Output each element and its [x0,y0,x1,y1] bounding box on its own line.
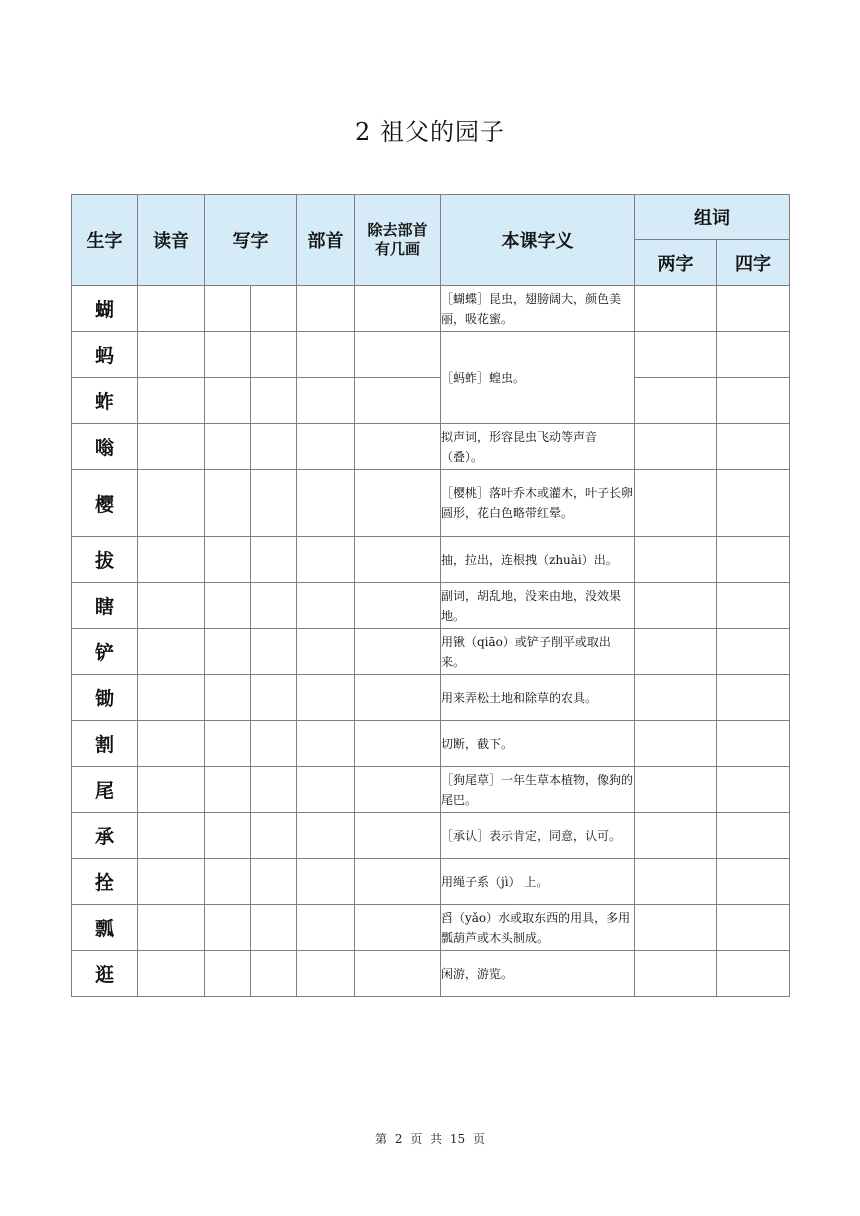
pinyin-cell[interactable] [138,286,205,332]
two-char-word-cell[interactable] [635,951,717,997]
radical-cell[interactable] [297,286,355,332]
header-strokes: 除去部首有几画 [355,195,441,286]
two-char-word-cell[interactable] [635,905,717,951]
strokes-cell[interactable] [355,675,441,721]
write-cell[interactable] [205,537,251,583]
strokes-cell[interactable] [355,813,441,859]
two-char-word-cell[interactable] [635,813,717,859]
radical-cell[interactable] [297,424,355,470]
page-footer: 第 2 页 共 15 页 [375,1132,485,1146]
write-cell[interactable] [251,905,297,951]
radical-cell[interactable] [297,721,355,767]
write-cell[interactable] [251,629,297,675]
four-char-word-cell[interactable] [717,859,790,905]
four-char-word-cell[interactable] [717,286,790,332]
radical-cell[interactable] [297,332,355,378]
character-cell: 拴 [72,859,138,905]
two-char-word-cell[interactable] [635,859,717,905]
pinyin-cell[interactable] [138,675,205,721]
write-cell[interactable] [205,721,251,767]
table-row [72,951,790,997]
write-cell[interactable] [205,859,251,905]
strokes-cell[interactable] [355,424,441,470]
meaning-cell: 副词，胡乱地，没来由地，没效果地。 [441,583,635,629]
four-char-word-cell[interactable] [717,767,790,813]
strokes-cell[interactable] [355,859,441,905]
strokes-cell[interactable] [355,286,441,332]
write-cell[interactable] [205,424,251,470]
character-table [71,194,790,997]
write-cell[interactable] [205,583,251,629]
two-char-word-cell[interactable] [635,721,717,767]
table-row [72,332,790,378]
character-cell: 蚱 [72,378,138,424]
strokes-cell[interactable] [355,332,441,378]
pinyin-cell[interactable] [138,721,205,767]
table-row [72,767,790,813]
pinyin-cell[interactable] [138,951,205,997]
header-meaning: 本课字义 [441,195,635,286]
table-row [72,537,790,583]
write-cell[interactable] [251,424,297,470]
write-cell[interactable] [205,286,251,332]
radical-cell[interactable] [297,813,355,859]
two-char-word-cell[interactable] [635,470,717,537]
character-cell: 拔 [72,537,138,583]
four-char-word-cell[interactable] [717,537,790,583]
two-char-word-cell[interactable] [635,332,717,378]
four-char-word-cell[interactable] [717,629,790,675]
meaning-cell: 闲游，游览。 [441,951,635,997]
write-cell[interactable] [251,721,297,767]
write-cell[interactable] [251,813,297,859]
table-row [72,583,790,629]
write-cell[interactable] [205,813,251,859]
table-row [72,859,790,905]
meaning-cell: ［蚂蚱］蝗虫。 [441,332,635,424]
write-cell[interactable] [251,583,297,629]
radical-cell[interactable] [297,675,355,721]
write-cell[interactable] [205,332,251,378]
strokes-cell[interactable] [355,951,441,997]
character-cell: 锄 [72,675,138,721]
pinyin-cell[interactable] [138,905,205,951]
header-radical: 部首 [297,195,355,286]
write-cell[interactable] [251,286,297,332]
meaning-cell: ［蝴蝶］昆虫，翅膀阔大，颜色美丽，吸花蜜。 [441,286,635,332]
four-char-word-cell[interactable] [717,583,790,629]
radical-cell[interactable] [297,537,355,583]
strokes-cell[interactable] [355,378,441,424]
meaning-cell: ［承认］表示肯定，同意，认可。 [441,813,635,859]
table-row [72,721,790,767]
pinyin-cell[interactable] [138,537,205,583]
write-cell[interactable] [251,859,297,905]
header-two-char: 两字 [635,240,717,286]
pinyin-cell[interactable] [138,813,205,859]
meaning-cell: 用绳子系（jì） 上。 [441,859,635,905]
header-pinyin: 读音 [138,195,205,286]
four-char-word-cell[interactable] [717,905,790,951]
character-cell: 瓢 [72,905,138,951]
write-cell[interactable] [251,675,297,721]
four-char-word-cell[interactable] [717,721,790,767]
strokes-cell[interactable] [355,767,441,813]
pinyin-cell[interactable] [138,378,205,424]
header-write: 写字 [205,195,297,286]
write-cell[interactable] [251,332,297,378]
four-char-word-cell[interactable] [717,470,790,537]
meaning-cell: 拟声词，形容昆虫飞动等声音（叠）。 [441,424,635,470]
write-cell[interactable] [205,378,251,424]
four-char-word-cell[interactable] [717,332,790,378]
character-cell: 承 [72,813,138,859]
radical-cell[interactable] [297,951,355,997]
strokes-cell[interactable] [355,905,441,951]
two-char-word-cell[interactable] [635,629,717,675]
four-char-word-cell[interactable] [717,813,790,859]
strokes-cell[interactable] [355,583,441,629]
write-cell[interactable] [251,470,297,537]
strokes-cell[interactable] [355,470,441,537]
radical-cell[interactable] [297,378,355,424]
two-char-word-cell[interactable] [635,378,717,424]
meaning-cell: 用锹（qiāo）或铲子削平或取出来。 [441,629,635,675]
radical-cell[interactable] [297,905,355,951]
two-char-word-cell[interactable] [635,675,717,721]
two-char-word-cell[interactable] [635,286,717,332]
write-cell[interactable] [251,537,297,583]
pinyin-cell[interactable] [138,470,205,537]
write-cell[interactable] [205,629,251,675]
write-cell[interactable] [205,675,251,721]
radical-cell[interactable] [297,583,355,629]
table-row [72,675,790,721]
table-row [72,905,790,951]
two-char-word-cell[interactable] [635,537,717,583]
four-char-word-cell[interactable] [717,378,790,424]
character-cell: 蚂 [72,332,138,378]
meaning-cell: 抽，拉出，连根拽（zhuài）出。 [441,537,635,583]
radical-cell[interactable] [297,629,355,675]
table-row [72,286,790,332]
two-char-word-cell[interactable] [635,424,717,470]
pinyin-cell[interactable] [138,629,205,675]
page-title: 2 祖父的园子 [355,118,505,146]
table-row [72,378,790,424]
table-row [72,470,790,537]
character-cell: 瞎 [72,583,138,629]
write-cell[interactable] [205,951,251,997]
write-cell[interactable] [251,378,297,424]
meaning-cell: 切断，截下。 [441,721,635,767]
pinyin-cell[interactable] [138,332,205,378]
pinyin-cell[interactable] [138,767,205,813]
meaning-cell: ［狗尾草］一年生草本植物，像狗的尾巴。 [441,767,635,813]
table-row [72,813,790,859]
pinyin-cell[interactable] [138,859,205,905]
character-cell: 割 [72,721,138,767]
two-char-word-cell[interactable] [635,767,717,813]
radical-cell[interactable] [297,767,355,813]
write-cell[interactable] [205,905,251,951]
write-cell[interactable] [251,951,297,997]
write-cell[interactable] [205,767,251,813]
meaning-cell: 用来弄松土地和除草的农具。 [441,675,635,721]
pinyin-cell[interactable] [138,424,205,470]
header-char: 生字 [72,195,138,286]
character-cell: 樱 [72,470,138,537]
radical-cell[interactable] [297,470,355,537]
meaning-cell: 舀（yǎo）水或取东西的用具，多用瓢葫芦或木头制成。 [441,905,635,951]
four-char-word-cell[interactable] [717,675,790,721]
strokes-cell[interactable] [355,629,441,675]
character-cell: 铲 [72,629,138,675]
table-row [72,629,790,675]
four-char-word-cell[interactable] [717,424,790,470]
character-cell: 尾 [72,767,138,813]
write-cell[interactable] [205,470,251,537]
character-cell: 逛 [72,951,138,997]
two-char-word-cell[interactable] [635,583,717,629]
write-cell[interactable] [251,767,297,813]
pinyin-cell[interactable] [138,583,205,629]
strokes-cell[interactable] [355,721,441,767]
header-word-group: 组词 [635,195,790,240]
meaning-cell: ［樱桃］落叶乔木或灌木，叶子长卵圆形，花白色略带红晕。 [441,470,635,537]
header-four-char: 四字 [717,240,790,286]
strokes-cell[interactable] [355,537,441,583]
four-char-word-cell[interactable] [717,951,790,997]
table-row [72,424,790,470]
character-cell: 嗡 [72,424,138,470]
character-cell: 蝴 [72,286,138,332]
radical-cell[interactable] [297,859,355,905]
